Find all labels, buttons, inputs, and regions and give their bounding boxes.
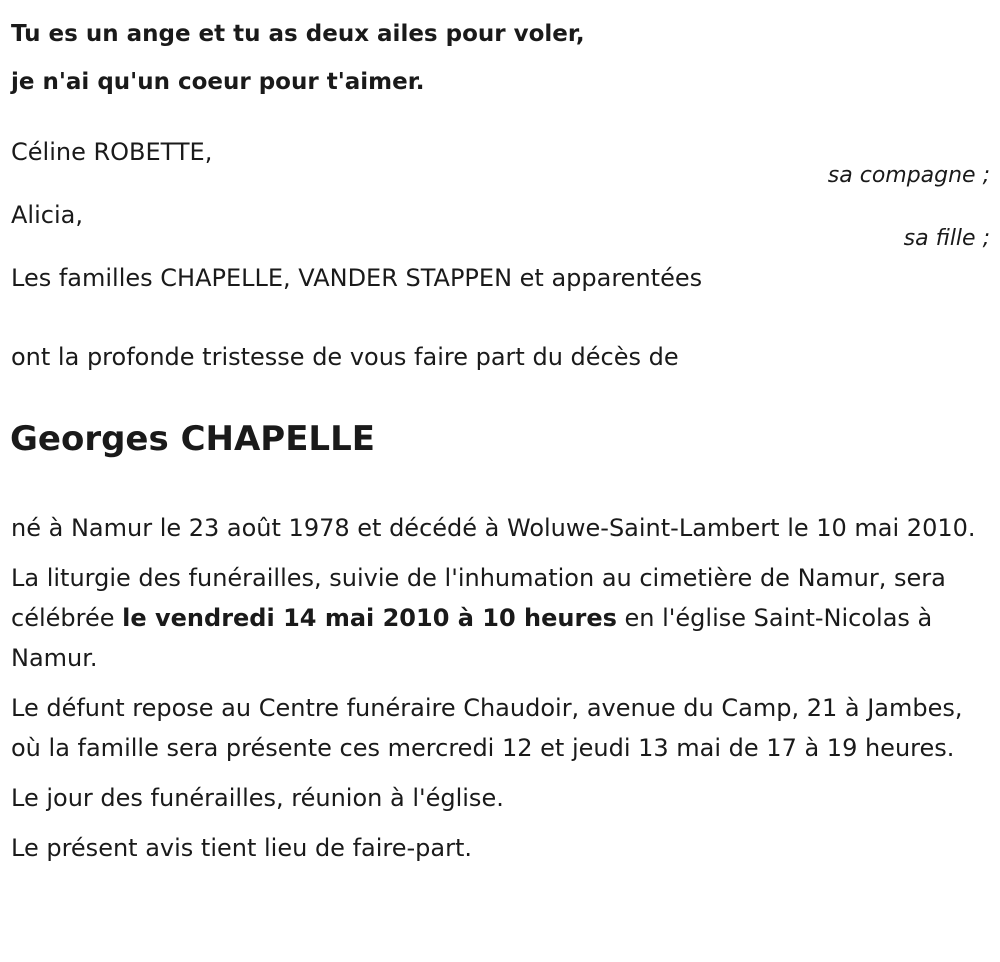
repose-paragraph: Le défunt repose au Centre funéraire Chaudoir, avenue du Camp, 21 à Jambes, où la famille sera présente ces mercredi 12 et jeudi 13 mai de 17 à 19 heures.	[11, 694, 963, 762]
liturgy-text-before: La liturgie des funérailles, suivie de l'inhumation au cimetière de Namur, sera célébrée	[11, 564, 946, 632]
liturgy-date: le vendredi 14 mai 2010 à 10 heures	[122, 604, 617, 632]
liturgy-paragraph	[11, 558, 991, 678]
details-section	[11, 508, 991, 878]
liturgy-text-after: en l'église Saint-Nicolas à Namur.	[11, 604, 933, 672]
relatives-line: Les familles CHAPELLE, VANDER STAPPEN et apparentées	[11, 264, 703, 292]
poem-line-1: Tu es un ange et tu as deux ailes pour voler,	[11, 21, 585, 47]
family-member-1: Céline ROBETTE,	[11, 138, 213, 166]
meeting-paragraph: Le jour des funérailles, réunion à l'église.	[11, 784, 504, 812]
poem-line-2: je n'ai qu'un coeur pour t'aimer.	[11, 69, 425, 95]
notice-paragraph: Le présent avis tient lieu de faire-part.	[11, 834, 473, 862]
poem	[11, 10, 585, 106]
announcement-text: ont la profonde tristesse de vous faire part du décès de	[11, 343, 679, 371]
family-member-1-role: sa compagne ;	[827, 163, 990, 188]
deceased-name: Georges CHAPELLE	[10, 419, 375, 459]
family-member-2: Alicia,	[11, 201, 83, 229]
family-member-2-role: sa fille ;	[903, 226, 990, 251]
birth-death-paragraph: né à Namur le 23 août 1978 et décédé à Woluwe-Saint-Lambert le 10 mai 2010.	[11, 514, 976, 542]
